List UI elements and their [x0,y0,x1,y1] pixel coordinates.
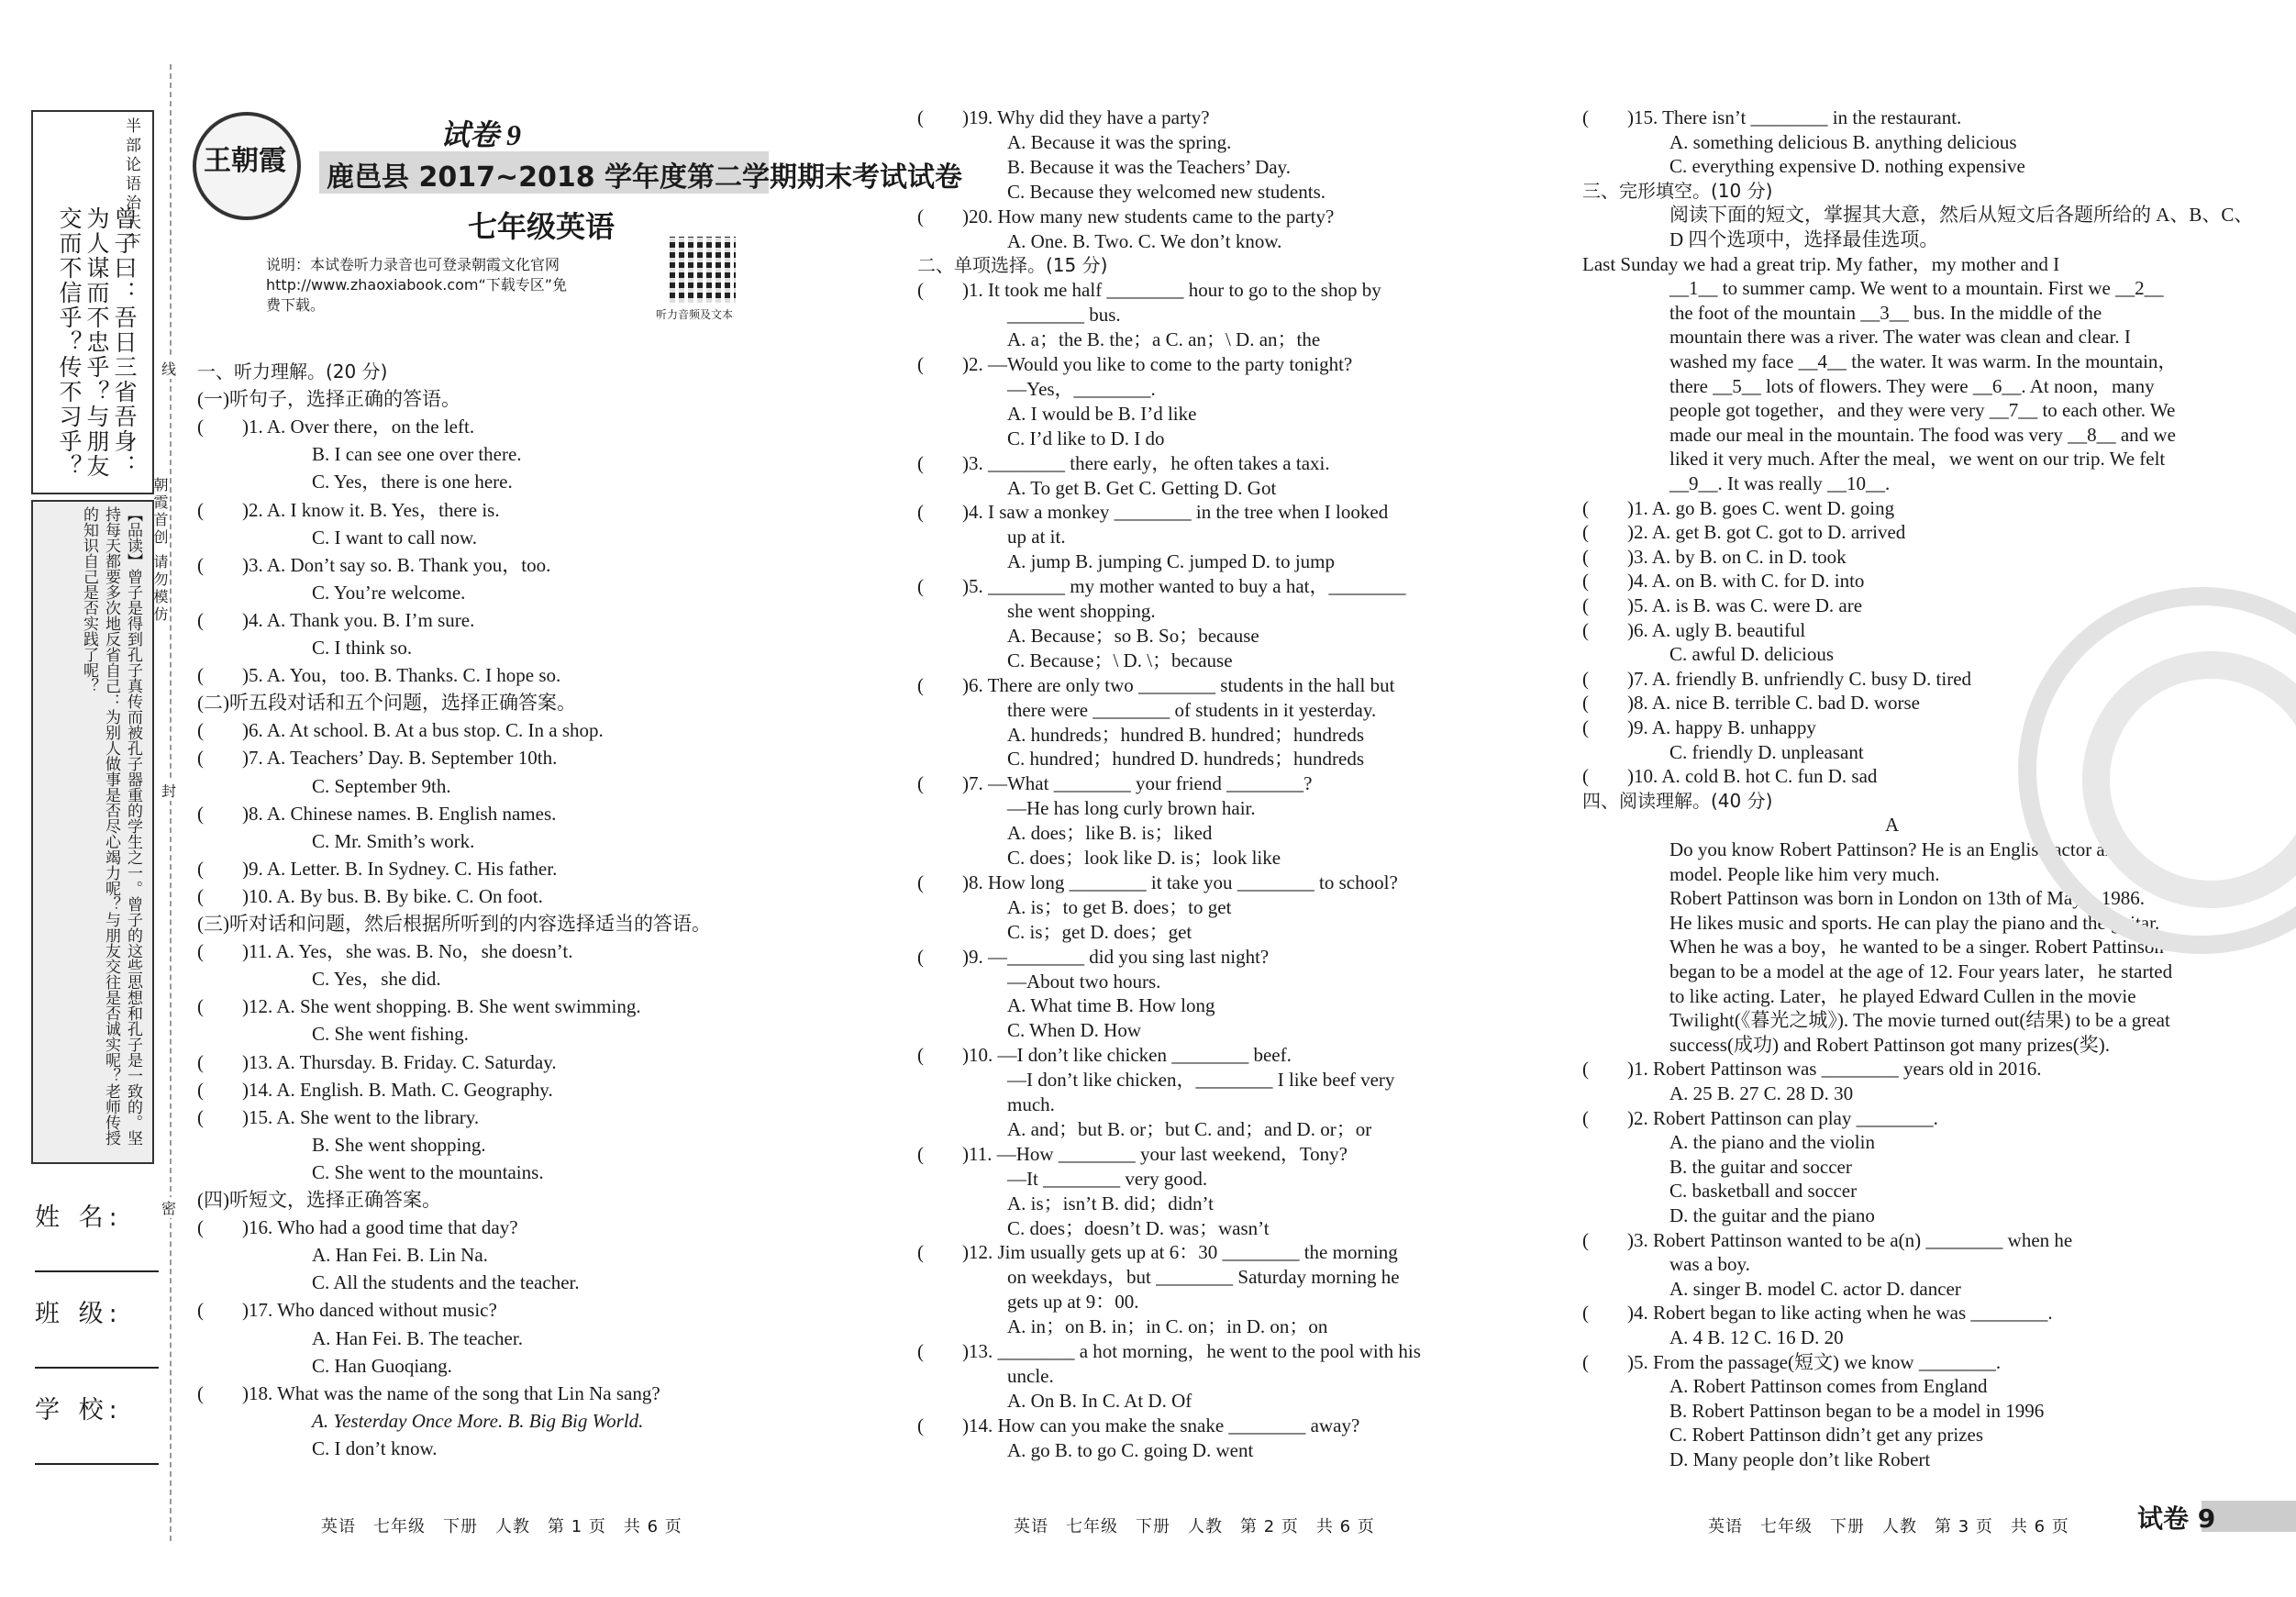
question-line: C. Yes，she did. [312,968,441,990]
class-field[interactable] [35,1367,159,1369]
question-line: B. I can see one over there. [312,443,522,465]
question-line: ( )13. A. Thursday. B. Friday. C. Saturday. [197,1051,557,1073]
question-line: C. I don’t know. [312,1437,438,1459]
section-heading: 二、单项选择。(15 分) [917,254,1108,276]
question-line: model. People like him very much. [1669,863,1940,885]
question-line: ( )13. ________ a hot morning，he went to the pool with his [917,1340,1421,1362]
question-line: B. Because it was the Teachers’ Day. [1007,156,1291,178]
question-line: A. singer B. model C. actor D. dancer [1669,1278,1961,1300]
footer-page-1: 英语 七年级 下册 人教 第 1 页 共 6 页 [321,1517,682,1536]
question-line: A. One. B. Two. C. We don’t know. [1007,230,1282,252]
question-line: A. hundreds；hundred B. hundred；hundreds [1007,724,1365,746]
question-line: A. Because；so B. So；because [1007,625,1259,647]
question-line: A. in；on B. in；in C. on；in D. on；on [1007,1315,1328,1337]
qr-caption: 听力音频及文本 [656,308,734,321]
question-line: ( )3. ________ there early，he often takes a taxi. [917,452,1330,474]
question-line: the foot of the mountain __3__ bus. In the middle of the [1669,302,2102,324]
question-line: C. awful D. delicious [1669,643,1835,665]
question-line: A. I would be B. I’d like [1007,403,1197,425]
question-line: ( )2. A. I know it. B. Yes，there is. [197,499,500,521]
question-line: A. go B. to go C. going D. went [1007,1439,1254,1461]
question-line: C. I want to call now. [312,527,478,549]
question-line: C. When D. How [1007,1019,1142,1041]
question-line: He likes music and sports. He can play the piano and the guitar. [1669,912,2160,934]
question-line: ( )12. A. She went shopping. B. She went swimming. [197,995,641,1017]
paper-number: 试卷 9 [440,118,522,151]
school-field[interactable] [35,1463,159,1465]
question-line: ( )9. A. happy B. unhappy [1582,716,1816,738]
side-note: 朝霞首创 请勿模仿 [151,477,169,625]
question-line: on weekdays，but ________ Saturday morning he [1007,1266,1400,1288]
question-line: ( )8. A. Chinese names. B. English names. [197,803,557,825]
question-line: there __5__ lots of flowers. They were __6__. At noon，many [1669,375,2155,397]
question-line: (四)听短文，选择正确答案。 [197,1189,441,1211]
confucius-quote: 曾子曰：吾日三省吾身：为人谋而不忠乎？与朋友交而不信乎？传不习乎？ [56,206,138,479]
section-heading: 四、阅读理解。(40 分) [1582,790,1773,812]
question-line: C. I think so. [312,637,413,659]
question-line: C. She went fishing. [312,1023,469,1045]
question-line: ( )1. A. go B. goes C. went D. going [1582,497,1895,519]
question-line: ( )10. A. By bus. B. By bike. C. On foot. [197,885,543,907]
question-line: ( )9. A. Letter. B. In Sydney. C. His father. [197,858,558,880]
question-line: began to be a model at the age of 12. Four years later，he started [1669,960,2173,982]
question-line: ( )3. A. by B. on C. in D. took [1582,546,1847,568]
question-line: ( )8. How long ________ it take you ________ to school? [917,871,1398,893]
question-line: A. the piano and the violin [1669,1131,1875,1153]
question-line: ( )5. ________ my mother wanted to buy a hat，________ [917,575,1406,597]
question-line: ( )11. —How ________ your last weekend，Tony? [917,1143,1348,1165]
subject-title: 七年级英语 [468,209,616,244]
question-line: ( )1. Robert Pattinson was ________ years old in 2016. [1582,1058,2042,1080]
question-line: A. Robert Pattinson comes from England [1669,1375,1988,1397]
question-line: A. something delicious B. anything delicious [1669,131,2017,153]
question-line: ( )8. A. nice B. terrible C. bad D. worse [1582,692,1921,714]
question-line: ( )1. It took me half ________ hour to go to the shop by [917,279,1381,301]
question-line: A. Han Fei. B. Lin Na. [312,1244,488,1266]
question-line: —It ________ very good. [1007,1168,1208,1190]
question-line: A. a；the B. the；a C. an；\ D. an；the [1007,328,1321,350]
question-line: uncle. [1007,1365,1054,1387]
question-line: ( )14. A. English. B. Math. C. Geography. [197,1079,553,1101]
question-line: A. 25 B. 27 C. 28 D. 30 [1669,1082,1854,1104]
qr-code-pattern [670,237,736,303]
instruction-note: 说明：本试卷听力录音也可登录朝霞文化官网 http://www.zhaoxiabook.com“下载专区”免 费下载。 [266,256,568,314]
question-line: was a boy. [1669,1253,1750,1275]
question-line: there were ________ of students in it yesterday. [1007,699,1377,721]
question-line: C. friendly D. unpleasant [1669,741,1864,763]
question-line: A. To get B. Get C. Getting D. Got [1007,477,1277,499]
question-line: C. Because；\ D. \；because [1007,649,1233,671]
question-line: ( )6. A. ugly B. beautiful [1582,619,1806,641]
question-line: success(成功) and Robert Pattinson got many prizes(奖). [1669,1034,2110,1056]
question-line: ( )19. Why did they have a party? [917,106,1210,128]
question-line: C. I’d like to D. I do [1007,427,1165,449]
question-line: ( )20. How many new students came to the party? [917,205,1335,227]
name-label: 姓 名: [35,1203,123,1232]
question-line: C. Robert Pattinson didn’t get any prizes [1669,1424,1983,1446]
question-line: A. 4 B. 12 C. 16 D. 20 [1669,1326,1844,1348]
question-line: D. the guitar and the piano [1669,1204,1875,1226]
question-line: ( )14. How can you make the snake ________ away? [917,1414,1360,1436]
question-line: (二)听五段对话和五个问题，选择正确答案。 [197,692,576,714]
question-line: C. is；get D. does；get [1007,921,1192,943]
question-line: ( )3. Robert Pattinson wanted to be a(n) ________ when he [1582,1229,2073,1251]
question-line: ( )18. What was the name of the song that Lin Na sang? [197,1382,660,1404]
question-line: ( )5. A. is B. was C. were D. are [1582,594,1863,616]
question-line: C. Han Guoqiang. [312,1355,452,1377]
question-line: B. She went shopping. [312,1134,486,1156]
question-line: ( )17. Who danced without music? [197,1299,497,1321]
question-line: Twilight(《暮光之城》). The movie turned out(结果) to be a great [1669,1009,2170,1031]
question-line: ( )4. A. on B. with C. for D. into [1582,570,1865,592]
question-line: B. Robert Pattinson began to be a model in 1996 [1669,1400,2045,1422]
question-line: ( )7. —What ________ your friend ________? [917,772,1313,794]
question-line: gets up at 9：00. [1007,1291,1139,1313]
question-line: A. Yesterday Once More. B. Big Big World. [312,1410,644,1432]
question-line: A. is；isn’t B. did；didn’t [1007,1192,1215,1214]
question-line: ( )4. Robert began to like acting when he was ________. [1582,1302,2053,1324]
question-line: B. the guitar and soccer [1669,1156,1852,1178]
question-line: C. does；look like D. is；look like [1007,847,1281,869]
question-line: C. basketball and soccer [1669,1180,1858,1202]
question-line: D 四个选项中，选择最佳选项。 [1669,228,1939,250]
name-field[interactable] [35,1270,159,1272]
question-line: ( )16. Who had a good time that day? [197,1216,518,1238]
question-line: ( )5. A. You，too. B. Thanks. C. I hope so. [197,664,561,686]
question-line: 阅读下面的短文，掌握其大意，然后从短文后各题所给的 A、B、C、 [1669,204,2254,226]
question-line: C. You’re welcome. [312,582,466,604]
question-line: ________ bus. [1007,304,1121,326]
question-line: ( )15. A. She went to the library. [197,1106,480,1128]
question-line: C. Mr. Smith’s work. [312,830,475,852]
footer-tag: 试卷 9 [2137,1503,2216,1534]
question-line: —I don’t like chicken，________ I like beef very [1007,1069,1395,1091]
question-line: made our meal in the mountain. The food was very __8__ and we [1669,424,2176,446]
strip-tag: 半部论语治天下 [122,117,140,252]
question-line: people got together，and they were very __7__ to each other. We [1669,399,2176,421]
question-line: ( )10. —I don’t like chicken ________ beef. [917,1044,1292,1066]
question-line: C. All the students and the teacher. [312,1271,580,1293]
question-line: D. Many people don’t like Robert [1669,1448,1931,1470]
question-line: ( )4. I saw a monkey ________ in the tree when I looked [917,501,1389,523]
question-line: liked it very much. After the meal，we went on our trip. We felt [1669,448,2166,470]
question-line: (一)听句子，选择正确的答语。 [197,388,460,410]
question-line: Robert Pattinson was born in London on 13th of May，1986. [1669,887,2145,909]
question-line: ( )9. —________ did you sing last night? [917,946,1270,968]
question-line: A. is；to get B. does；to get [1007,896,1232,918]
question-line: ( )3. A. Don’t say so. B. Thank you，too. [197,554,551,576]
exam-title: 鹿邑县 2017~2018 学年度第二学期期末考试试卷 [327,161,963,194]
question-line: ( )6. There are only two ________ students in the hall but [917,674,1395,696]
question-line: A. Han Fei. B. The teacher. [312,1327,523,1349]
cut-mark: 线 [159,358,179,379]
question-line: C. Because they welcomed new students. [1007,181,1325,203]
logo-text: 王朝霞 [204,145,286,177]
question-line: (三)听对话和问题，然后根据所听到的内容选择适当的答语。 [197,913,711,935]
question-line: ( )15. There isn’t ________ in the restaurant. [1582,106,1962,128]
question-line: up at it. [1007,526,1066,548]
question-line: A. jump B. jumping C. jumped D. to jump [1007,550,1336,572]
question-line: ( )5. From the passage(短文) we know ________. [1582,1351,2002,1373]
question-line: ( )7. A. Teachers’ Day. B. September 10th. [197,747,558,769]
question-line: to like acting. Later，he played Edward Cullen in the movie [1669,985,2136,1007]
question-line: ( )2. —Would you like to come to the party tonight? [917,353,1353,375]
question-line: C. everything expensive D. nothing expensive [1669,155,2025,177]
section-heading: 一、听力理解。(20 分) [197,360,388,383]
question-line: __1__ to summer camp. We went to a mountain. First we __2__ [1669,277,2164,299]
question-line: mountain there was a river. The water was clean and clear. I [1669,326,2131,348]
question-line: —About two hours. [1007,970,1161,993]
school-label: 学 校: [35,1396,123,1425]
question-line: C. hundred；hundred D. hundreds；hundreds [1007,748,1365,770]
footer-page-3: 英语 七年级 下册 人教 第 3 页 共 6 页 [1708,1517,2069,1536]
question-line: A. and；but B. or；but C. and；and D. or；or [1007,1118,1372,1140]
question-line: A. On B. In C. At D. Of [1007,1390,1192,1412]
question-line: __9__. It was really __10__. [1669,472,1891,494]
question-line: C. September 9th. [312,775,451,797]
question-line: —He has long curly brown hair. [1007,797,1256,819]
question-line: C. does；doesn’t D. was；wasn’t [1007,1217,1270,1239]
class-label: 班 级: [35,1300,123,1328]
question-line: ( )11. A. Yes，she was. B. No，she doesn’t. [197,940,573,962]
question-line: ( )10. A. cold B. hot C. fun D. sad [1582,765,1878,787]
cut-mark: 封 [159,780,179,801]
question-line: ( )6. A. At school. B. At a bus stop. C. In a shop. [197,719,604,741]
footer-page-2: 英语 七年级 下册 人教 第 2 页 共 6 页 [1014,1517,1375,1536]
question-line: Last Sunday we had a great trip. My father，my mother and I [1582,253,2060,275]
question-line: A [1885,814,1900,836]
reading-note: 【品读】曾子是得到孔子真传而被孔子器重的学生之一。曾子的这些思想和孔子是一致的。坚持每天都要多次地反省自己：为别人做事是否尽心竭力呢？与朋友交往是否诚实呢？老师传授的知识自己是否实践了呢？ [80,506,142,1146]
question-line: C. She went to the mountains. [312,1161,544,1183]
question-line: A. What time B. How long [1007,994,1215,1016]
question-line: A. Because it was the spring. [1007,131,1232,153]
question-line: A. does；like B. is；liked [1007,822,1213,844]
question-line: she went shopping. [1007,600,1156,622]
question-line: —Yes，________. [1007,378,1156,400]
question-line: ( )2. A. get B. got C. got to D. arrived [1582,521,1906,543]
cut-line [170,64,172,1541]
question-line: much. [1007,1093,1055,1115]
question-line: ( )4. A. Thank you. B. I’m sure. [197,609,475,631]
question-line: C. Yes，there is one here. [312,471,513,493]
question-line: ( )12. Jim usually gets up at 6：30 ________ the morning [917,1241,1398,1263]
question-line: ( )1. A. Over there，on the left. [197,416,475,438]
cut-mark: 密 [159,1197,179,1218]
question-line: washed my face __4__ the water. It was warm. In the mountain， [1669,350,2178,372]
question-line: ( )2. Robert Pattinson can play ________. [1582,1107,1938,1129]
footer-bar [2202,1501,2296,1532]
question-line: Do you know Robert Pattinson? He is an English actor and [1669,838,2124,860]
question-line: ( )7. A. friendly B. unfriendly C. busy D. tired [1582,668,1972,690]
question-line: When he was a boy，he wanted to be a singer. Robert Pattinson [1669,936,2164,958]
section-heading: 三、完形填空。(10 分) [1582,180,1773,202]
